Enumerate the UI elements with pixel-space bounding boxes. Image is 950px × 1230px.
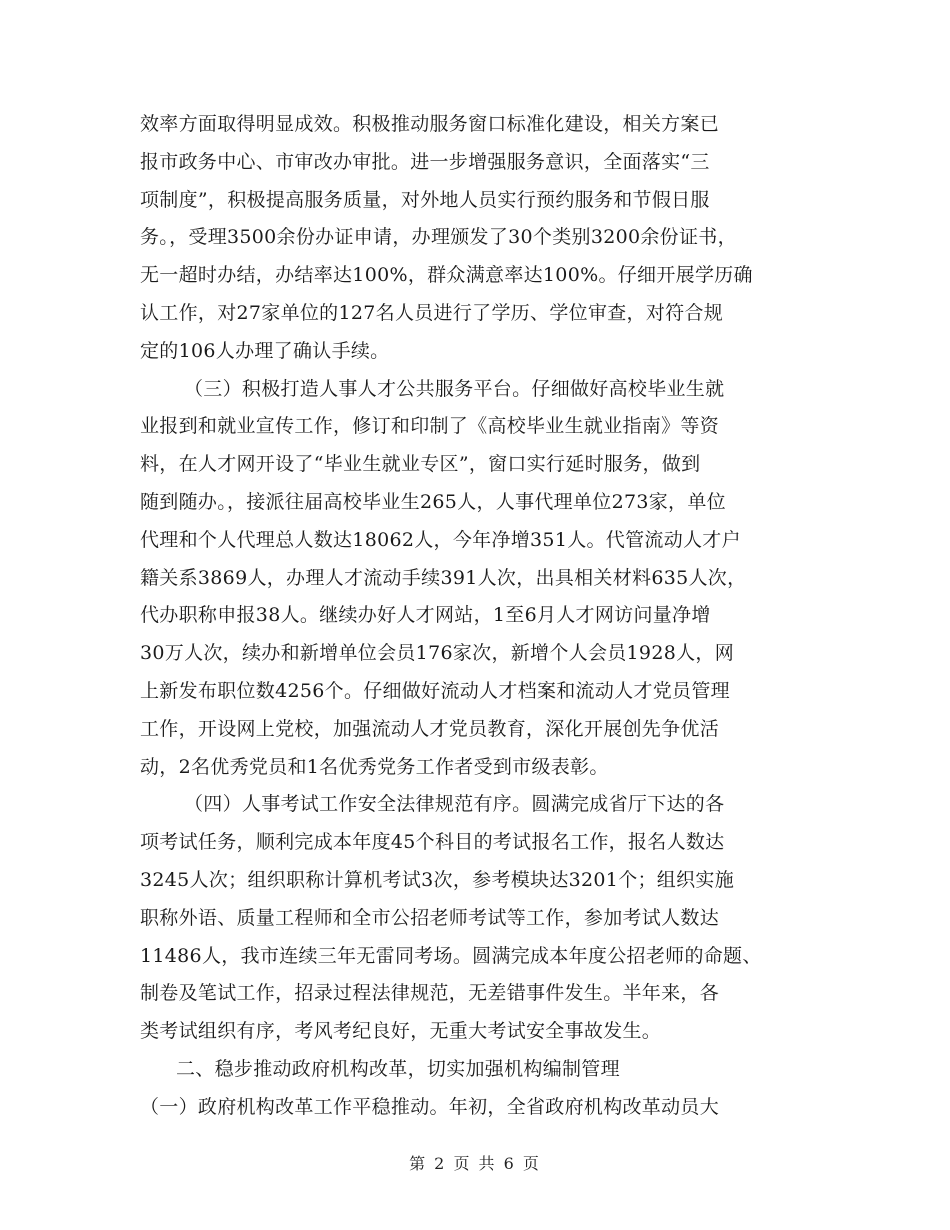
text-line: 二、稳步推动政府机构改革，切实加强机构编制管理	[176, 1057, 620, 1080]
text-line: 报市政务中心、市审改办审批。进一步增强服务意识，全面落实“三	[140, 150, 710, 173]
text-line: 项制度”，积极提高服务质量，对外地人员实行预约服务和节假日服	[140, 188, 710, 211]
page-footer: 第 2 页 共 6 页	[409, 1154, 541, 1173]
text-line: （三）积极打造人事人才公共服务平台。仔细做好高校毕业生就	[184, 377, 725, 400]
text-line: 项考试任务，顺利完成本年度45个科目的考试报名工作，报名人数达	[140, 831, 725, 854]
text-line: 无一超时办结，办结率达100%，群众满意率达100%。仔细开展学历确	[140, 264, 753, 287]
text-line: 认工作，对27家单位的127名人员进行了学历、学位审查，对符合规	[140, 301, 724, 324]
text-line: 随到随办。，接派往届高校毕业生265人，人事代理单位273家，单位	[140, 490, 726, 513]
text-line: 定的106人办理了确认手续。	[140, 339, 390, 362]
text-line: 职称外语、质量工程师和全市公招老师考试等工作，参加考试人数达	[140, 906, 720, 929]
text-line: 代理和个人代理总人数达18062人，今年净增351人。代管流动人才户	[140, 528, 741, 551]
text-line: 料，在人才网开设了“毕业生就业专区”，窗口实行延时服务，做到	[140, 453, 701, 476]
text-line: 籍关系3869人，办理人才流动手续391人次，出具相关材料635人次，	[140, 566, 747, 589]
text-line: 3245人次；组织职称计算机考试3次，参考模块达3201个；组织实施	[140, 868, 734, 891]
text-line: 动，2名优秀党员和1名优秀党务工作者受到市级表彰。	[140, 755, 609, 778]
text-line: 30万人次，续办和新增单位会员176家次，新增个人会员1928人，网	[140, 642, 734, 665]
text-line: 工作，开设网上党校，加强流动人才党员教育，深化开展创先争优活	[140, 717, 720, 740]
text-line: 效率方面取得明显成效。积极推动服务窗口标准化建设，相关方案已	[140, 113, 720, 135]
text-line: 务。，受理3500余份办证申请，办理颁发了30个类别3200余份证书，	[140, 226, 737, 249]
text-line: 制卷及笔试工作，招录过程法律规范，无差错事件发生。半年来，各	[140, 982, 720, 1005]
text-line: （一）政府机构改革工作平稳推动。年初，全省政府机构改革动员大	[140, 1095, 720, 1118]
text-line: 上新发布职位数4256个。仔细做好流动人才档案和流动人才党员管理	[140, 679, 730, 702]
text-line: 业报到和就业宣传工作，修订和印制了《高校毕业生就业指南》等资	[140, 415, 720, 438]
text-line: 代办职称申报38人。继续办好人才网站，1至6月人才网访问量净增	[140, 604, 711, 627]
text-line: 11486人，我市连续三年无雷同考场。圆满完成本年度公招老师的命题、	[140, 944, 762, 967]
text-line: 类考试组织有序，考风考纪良好，无重大考试安全事故发生。	[140, 1020, 662, 1043]
document-body	[140, 106, 820, 1127]
text-line: （四）人事考试工作安全法律规范有序。圆满完成省厅下达的各	[184, 793, 725, 816]
